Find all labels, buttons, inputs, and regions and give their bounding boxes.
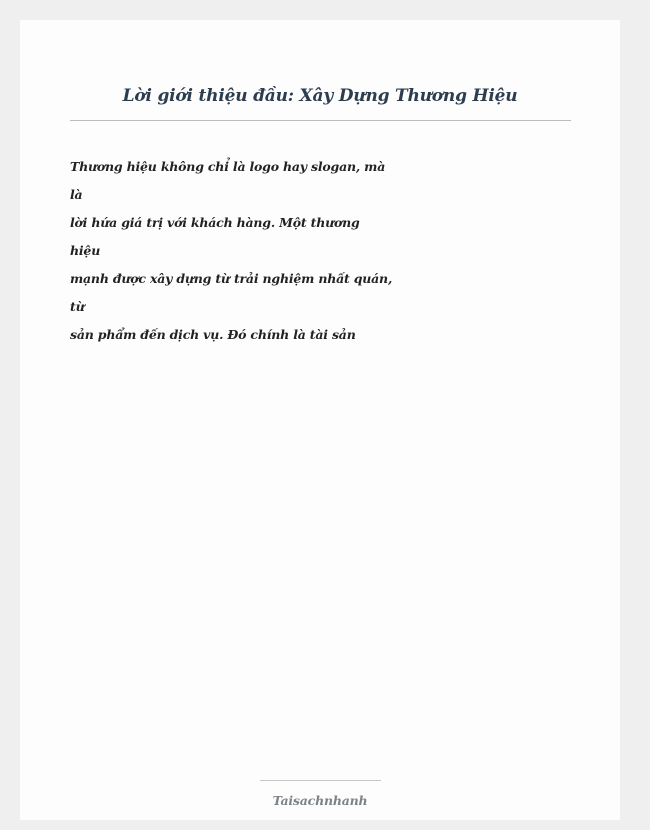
title-divider [70,120,571,121]
body-line: lời hứa giá trị với khách hàng. Một thương [70,215,360,230]
body-line: hiệu [70,243,101,258]
document-page [20,20,620,820]
body-line: là [70,187,83,202]
footer-site-name: Taisachnhanh [272,793,368,808]
body-line: Thương hiệu không chỉ là logo hay slogan, mà [70,159,386,174]
body-line: sản phẩm đến dịch vụ. Đó chính là tài sản [70,327,356,342]
body-line: từ [70,299,85,314]
body-text [70,153,393,349]
page-title: Lời giới thiệu đầu: Xây Dựng Thương Hiệu [122,86,518,106]
body-line: mạnh được xây dựng từ trải nghiệm nhất quán, [70,271,393,286]
footer-divider [260,780,381,781]
